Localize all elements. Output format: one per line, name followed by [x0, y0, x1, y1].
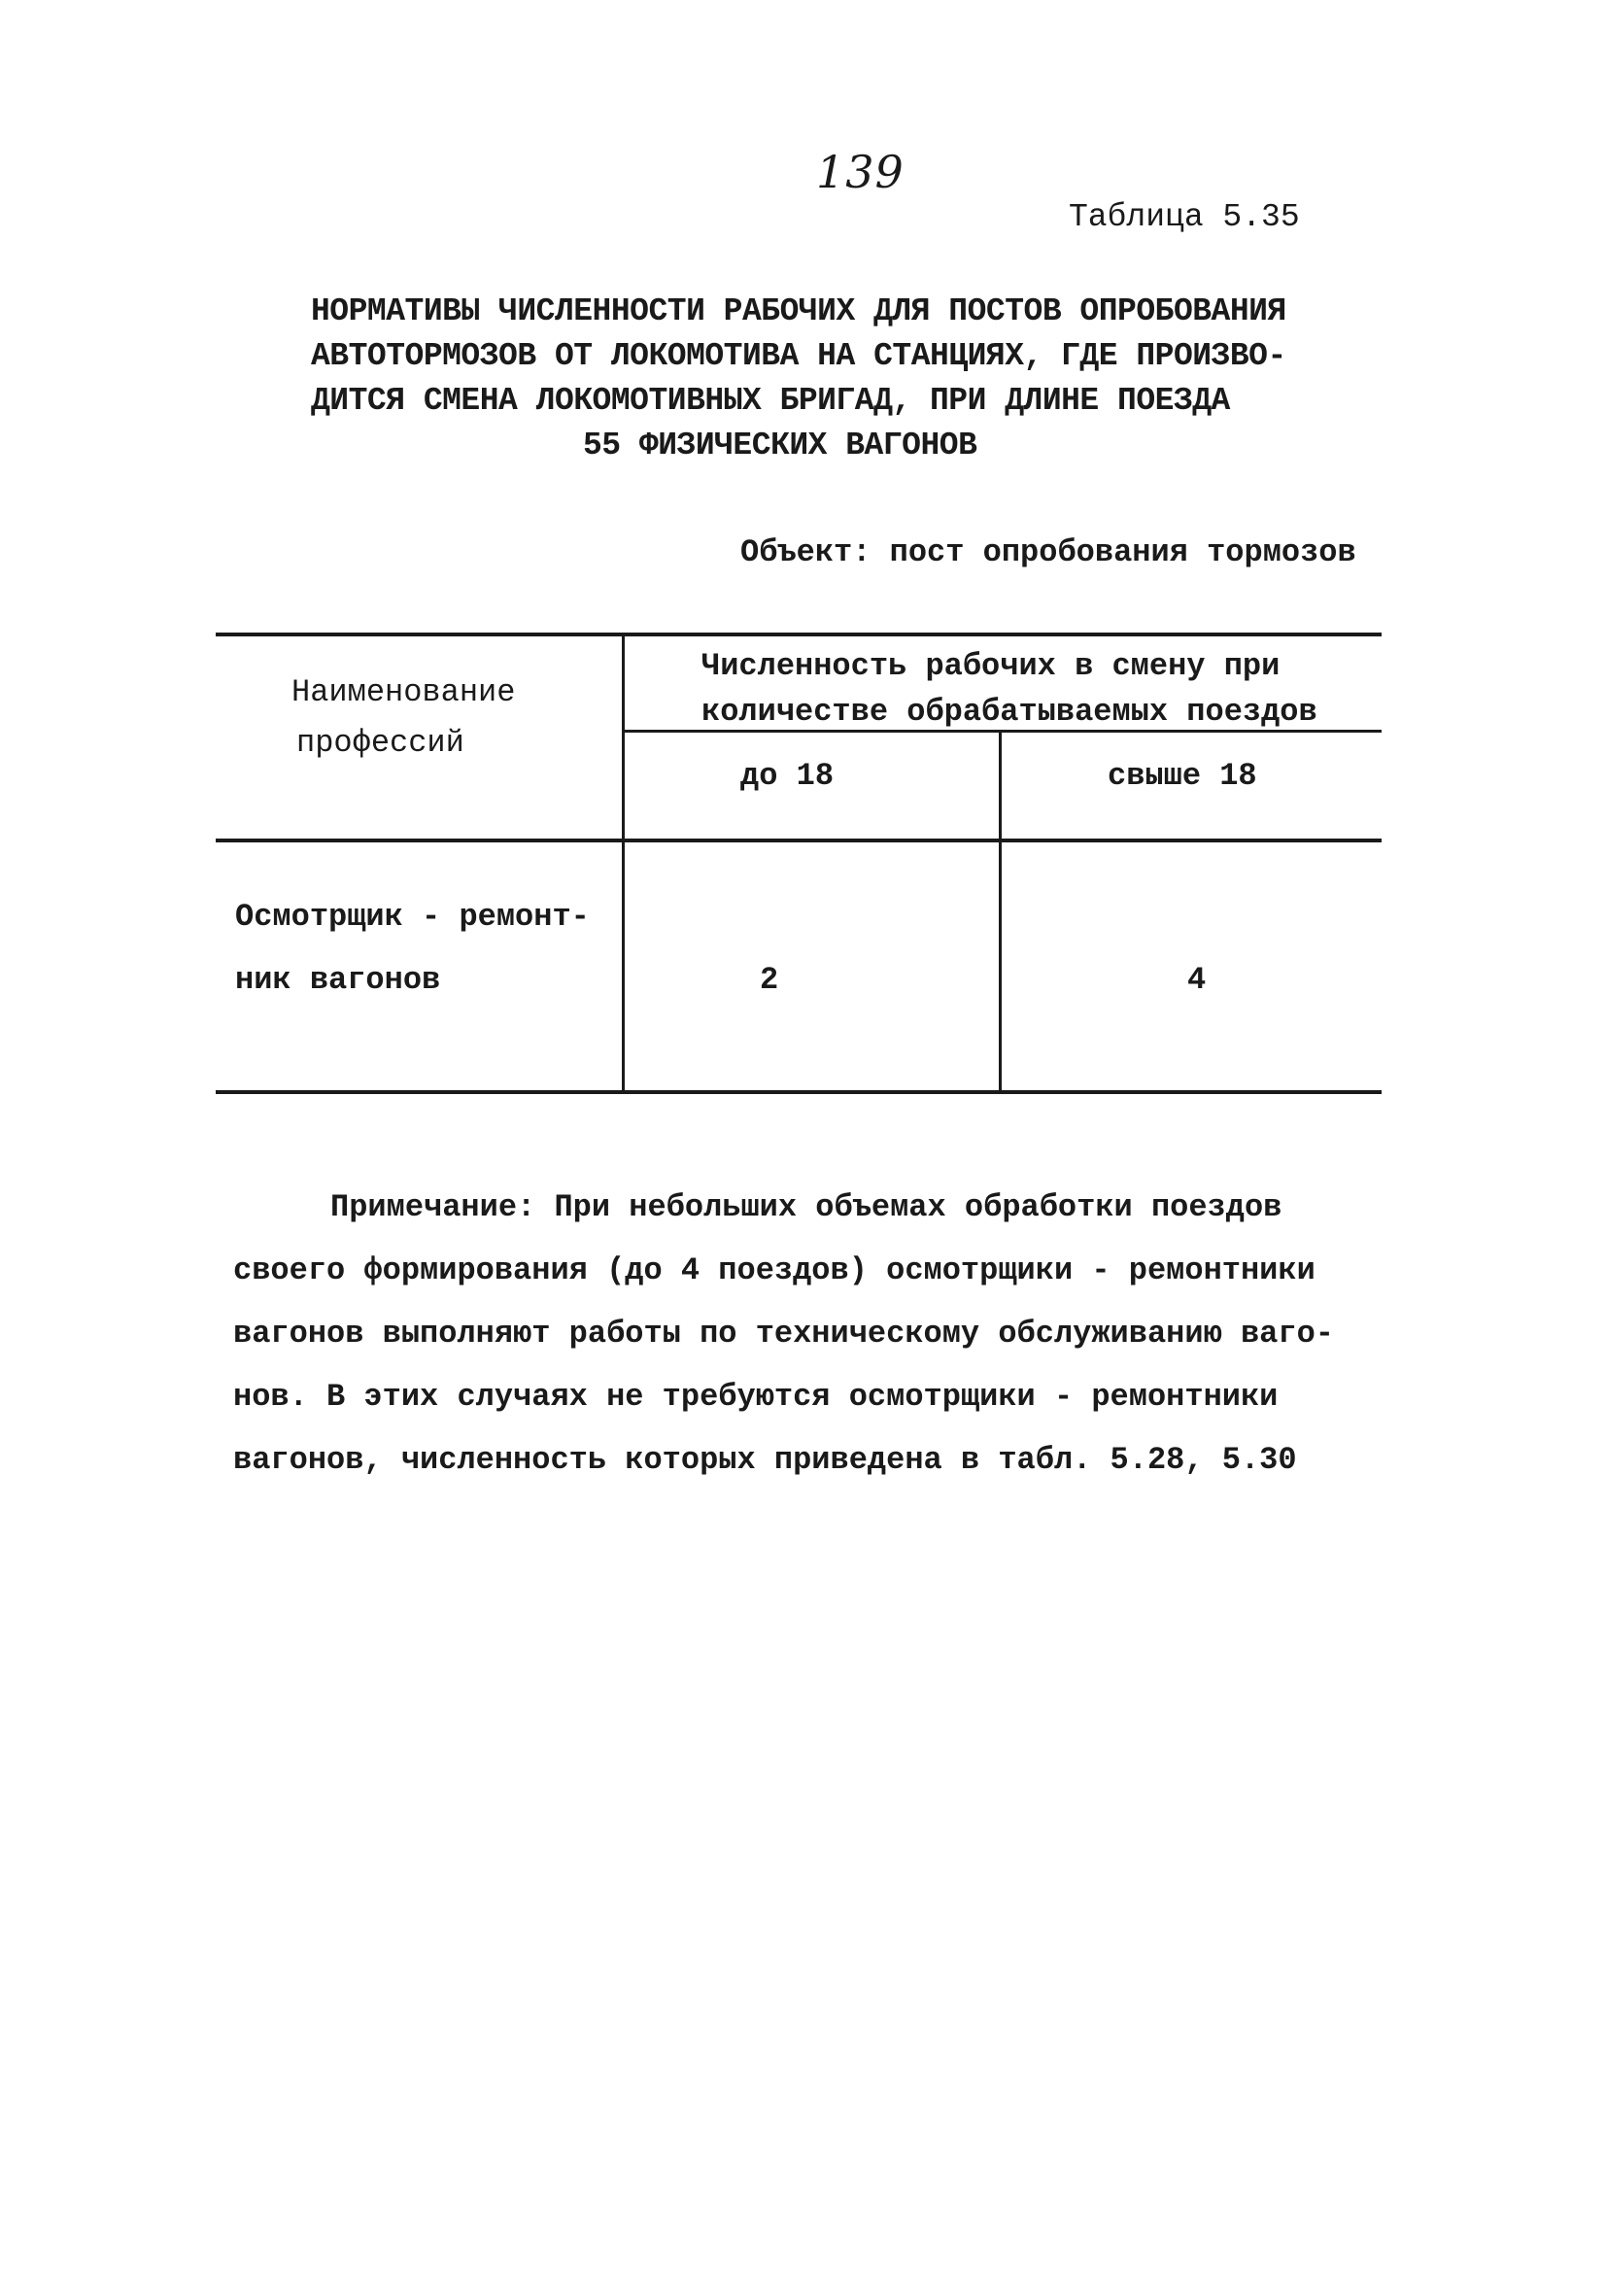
- table-col-divider-1: [622, 634, 625, 1092]
- table-header-sub-rule: [622, 730, 1382, 733]
- subheader-upto-18: до 18: [740, 758, 835, 794]
- row-profession-line-2: ник вагонов: [235, 962, 441, 998]
- table-header-bottom-rule: [216, 839, 1382, 842]
- page-number: 139: [816, 146, 905, 198]
- note-line-4: нов. В этих случаях не требуются осмотрщики - ремонтники: [233, 1379, 1279, 1415]
- document-heading: [311, 290, 1360, 468]
- row-profession-line-1: Осмотрщик - ремонт-: [235, 899, 590, 935]
- header-profession-line-2: профессий: [296, 725, 464, 761]
- header-count-line-1: Численность рабочих в смену при: [701, 648, 1281, 684]
- note-line-3: вагонов выполняют работы по техническому обслуживанию ваго-: [233, 1316, 1334, 1352]
- heading-line-2: АВТОТОРМОЗОВ ОТ ЛОКОМОТИВА НА СТАНЦИЯХ, ГДЕ ПРОИЗВО-: [311, 338, 1286, 374]
- table-col-divider-2: [999, 732, 1002, 1092]
- header-profession-line-1: Наименование: [291, 674, 516, 710]
- row-value-upto-18: 2: [760, 962, 779, 998]
- header-count-line-2: количестве обрабатываемых поездов: [701, 694, 1317, 730]
- heading-line-4: 55 ФИЗИЧЕСКИХ ВАГОНОВ: [583, 428, 977, 463]
- heading-line-3: ДИТСЯ СМЕНА ЛОКОМОТИВНЫХ БРИГАД, ПРИ ДЛИНЕ ПОЕЗДА: [311, 383, 1230, 419]
- table-bottom-rule: [216, 1090, 1382, 1094]
- row-value-over-18: 4: [1187, 962, 1207, 998]
- table-label: Таблица 5.35: [1069, 199, 1300, 235]
- table-top-rule: [216, 633, 1382, 636]
- note-line-2: своего формирования (до 4 поездов) осмотрщики - ремонтники: [233, 1252, 1316, 1288]
- object-line: Объект: пост опробования тормозов: [740, 534, 1356, 570]
- heading-line-1: НОРМАТИВЫ ЧИСЛЕННОСТИ РАБОЧИХ ДЛЯ ПОСТОВ ОПРОБОВАНИЯ: [311, 293, 1286, 329]
- subheader-over-18: свыше 18: [1108, 758, 1257, 794]
- note-paragraph: [233, 1176, 1399, 1491]
- note-line-5: вагонов, численность которых приведена в табл. 5.28, 5.30: [233, 1442, 1297, 1478]
- note-line-1: Примечание: При небольших объемах обработки поездов: [330, 1189, 1282, 1225]
